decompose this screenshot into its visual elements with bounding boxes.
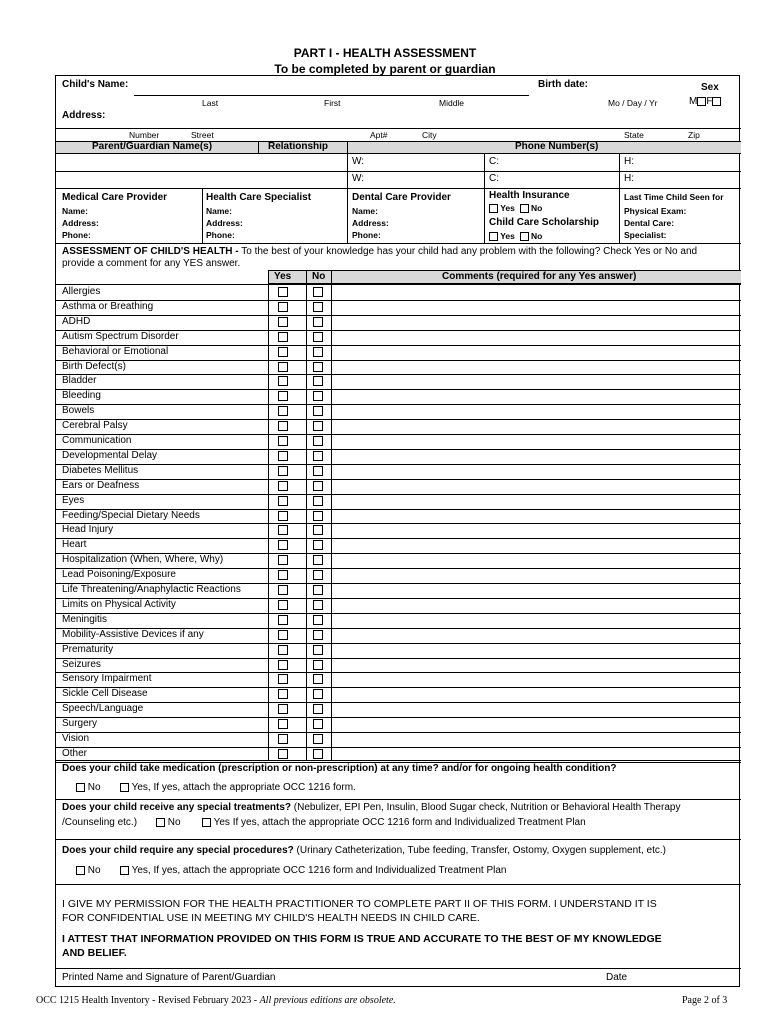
footer-page-number: Page 2 of 3 <box>682 995 728 1006</box>
medical-provider-title: Medical Care Provider <box>62 192 168 203</box>
condition-no-checkbox[interactable] <box>313 734 323 744</box>
condition-no-checkbox[interactable] <box>313 406 323 416</box>
condition-yes-checkbox[interactable] <box>278 317 288 327</box>
condition-label: Speech/Language <box>62 703 144 715</box>
condition-no-checkbox[interactable] <box>313 332 323 342</box>
condition-comment-field[interactable] <box>332 598 740 613</box>
condition-yes-checkbox[interactable] <box>278 406 288 416</box>
condition-yes-checkbox[interactable] <box>278 302 288 312</box>
medication-no-option: No <box>76 782 101 793</box>
specialist-name-label: Name: <box>206 206 232 216</box>
condition-label: Eyes <box>62 494 85 506</box>
condition-no-checkbox[interactable] <box>313 362 323 372</box>
form-subtitle: To be completed by parent or guardian <box>274 62 496 76</box>
sex-options <box>689 96 721 107</box>
last-seen-specialist: Specialist: <box>624 230 667 240</box>
condition-comment-field[interactable] <box>332 285 740 300</box>
condition-comment-field[interactable] <box>332 419 740 434</box>
dental-phone-label: Phone: <box>352 230 381 240</box>
specialist-phone-label: Phone: <box>206 230 235 240</box>
condition-no-checkbox[interactable] <box>313 615 323 625</box>
condition-yes-checkbox[interactable] <box>278 689 288 699</box>
condition-no-checkbox[interactable] <box>313 645 323 655</box>
condition-yes-checkbox[interactable] <box>278 704 288 714</box>
condition-comment-field[interactable] <box>332 553 740 568</box>
procedures-question: Does your child require any special procedures? (Urinary Catheterization, Tube feeding, Transfer, Ostomy, Oxygen supplement, etc.) <box>62 845 666 856</box>
condition-comment-field[interactable] <box>332 494 740 509</box>
form-title: PART I - HEALTH ASSESSMENT <box>293 46 477 60</box>
condition-yes-checkbox[interactable] <box>278 660 288 670</box>
medication-yes-checkbox[interactable] <box>120 783 129 792</box>
condition-yes-checkbox[interactable] <box>278 570 288 580</box>
condition-label: Hospitalization (When, Where, Why) <box>62 554 224 566</box>
condition-comment-field[interactable] <box>332 732 740 747</box>
medication-yes-option: Yes, If yes, attach the appropriate OCC 1216 form. <box>120 782 356 793</box>
condition-label: Cerebral Palsy <box>62 420 128 432</box>
medication-no-checkbox[interactable] <box>76 783 85 792</box>
sex-f-label: F <box>706 96 713 107</box>
treatments-no-option: No <box>156 817 181 828</box>
last-seen-physical: Physical Exam: <box>624 206 687 216</box>
condition-yes-checkbox[interactable] <box>278 287 288 297</box>
condition-label: Surgery <box>62 718 98 730</box>
condition-yes-checkbox[interactable] <box>278 376 288 386</box>
guardian-name-header: Parent/Guardian Name(s) <box>92 141 213 152</box>
condition-comment-field[interactable] <box>332 523 740 538</box>
scholarship-title: Child Care Scholarship <box>489 217 600 228</box>
condition-comment-field[interactable] <box>332 643 740 658</box>
phone-work-2[interactable]: W: <box>352 173 365 184</box>
condition-label: Heart <box>62 539 87 551</box>
condition-comment-field[interactable] <box>332 687 740 702</box>
condition-no-checkbox[interactable] <box>313 630 323 640</box>
condition-yes-checkbox[interactable] <box>278 421 288 431</box>
condition-label: Mobility-Assistive Devices if any <box>62 628 204 640</box>
yes-column-header: Yes <box>274 271 292 282</box>
condition-comment-field[interactable] <box>332 300 740 315</box>
sex-f-checkbox[interactable] <box>712 97 721 106</box>
medical-name-label: Name: <box>62 206 88 216</box>
insurance-options: Yes No <box>489 203 542 213</box>
condition-yes-checkbox[interactable] <box>278 332 288 342</box>
condition-yes-checkbox[interactable] <box>278 674 288 684</box>
condition-no-checkbox[interactable] <box>313 689 323 699</box>
scholarship-yes-checkbox[interactable] <box>489 232 498 241</box>
condition-no-checkbox[interactable] <box>313 347 323 357</box>
condition-yes-checkbox[interactable] <box>278 525 288 535</box>
condition-comment-field[interactable] <box>332 464 740 479</box>
condition-comment-field[interactable] <box>332 389 740 404</box>
treatments-question: Does your child receive any special treatments? (Nebulizer, EPI Pen, Insulin, Blood Sugar check, Nutrition or Behavioral Health Therapy <box>62 802 681 813</box>
condition-label: Behavioral or Emotional <box>62 345 169 357</box>
relationship-header: Relationship <box>268 141 329 152</box>
condition-no-checkbox[interactable] <box>313 317 323 327</box>
condition-comment-field[interactable] <box>332 345 740 360</box>
condition-no-checkbox[interactable] <box>313 540 323 550</box>
specialist-address-label: Address: <box>206 218 243 228</box>
condition-no-checkbox[interactable] <box>313 719 323 729</box>
condition-yes-checkbox[interactable] <box>278 645 288 655</box>
condition-yes-checkbox[interactable] <box>278 451 288 461</box>
condition-yes-checkbox[interactable] <box>278 347 288 357</box>
condition-label: Autism Spectrum Disorder <box>62 330 179 342</box>
condition-yes-checkbox[interactable] <box>278 466 288 476</box>
condition-no-checkbox[interactable] <box>313 436 323 446</box>
sex-label: Sex <box>701 82 719 93</box>
address-part-city: City <box>422 130 437 140</box>
condition-yes-checkbox[interactable] <box>278 719 288 729</box>
condition-label: Lead Poisoning/Exposure <box>62 569 176 581</box>
condition-label: Other <box>62 747 88 759</box>
phone-work-1[interactable]: W: <box>352 156 365 167</box>
permission-statement-2: FOR CONFIDENTIAL USE IN MEETING MY CHILD'S HEALTH NEEDS IN CHILD CARE. <box>62 912 480 924</box>
procedures-no-option: No <box>76 865 101 876</box>
address-label: Address: <box>62 110 106 121</box>
condition-no-checkbox[interactable] <box>313 466 323 476</box>
scholarship-options: Yes No <box>489 231 542 241</box>
condition-comment-field[interactable] <box>332 568 740 583</box>
treatments-yes-checkbox[interactable] <box>202 818 211 827</box>
condition-comment-field[interactable] <box>332 360 740 375</box>
dental-name-label: Name: <box>352 206 378 216</box>
condition-no-checkbox[interactable] <box>313 302 323 312</box>
condition-no-checkbox[interactable] <box>313 287 323 297</box>
condition-comment-field[interactable] <box>332 330 740 345</box>
condition-label: Communication <box>62 435 132 446</box>
procedures-no-checkbox[interactable] <box>76 866 85 875</box>
condition-no-checkbox[interactable] <box>313 585 323 595</box>
address-part-zip: Zip <box>688 130 700 140</box>
condition-yes-checkbox[interactable] <box>278 436 288 446</box>
condition-label: Birth Defect(s) <box>62 360 126 372</box>
condition-comment-field[interactable] <box>332 449 740 464</box>
condition-comment-field[interactable] <box>332 434 740 449</box>
condition-label: Seizures <box>62 658 101 670</box>
treatments-line2: /Counseling etc.) <box>62 817 138 828</box>
phone-cell-1[interactable]: C: <box>489 156 499 167</box>
condition-label: Feeding/Special Dietary Needs <box>62 509 200 521</box>
name-part-middle: Middle <box>439 98 465 108</box>
medical-address-label: Address: <box>62 218 99 228</box>
condition-label: Head Injury <box>62 524 114 536</box>
condition-label: Vision <box>62 733 90 744</box>
date-format-hint: Mo / Day / Yr <box>608 98 658 108</box>
address-part-state: State <box>624 130 644 140</box>
condition-comment-field[interactable] <box>332 404 740 419</box>
condition-yes-checkbox[interactable] <box>278 555 288 565</box>
condition-comment-field[interactable] <box>332 315 740 330</box>
address-line[interactable] <box>56 128 741 129</box>
address-part-number: Number <box>129 130 160 140</box>
condition-label: Sensory Impairment <box>62 673 152 685</box>
condition-label: Life Threatening/Anaphylactic Reactions <box>62 584 241 595</box>
condition-yes-checkbox[interactable] <box>278 600 288 610</box>
no-column-header: No <box>312 271 326 282</box>
condition-no-checkbox[interactable] <box>313 570 323 580</box>
condition-yes-checkbox[interactable] <box>278 481 288 491</box>
condition-label: Diabetes Mellitus <box>62 464 139 476</box>
condition-comment-field[interactable] <box>332 538 740 553</box>
last-seen-title: Last Time Child Seen for <box>624 192 724 202</box>
phone-home-1[interactable]: H: <box>624 156 634 167</box>
footer-form-id: OCC 1215 Health Inventory - Revised February 2023 - All previous editions are obsolete. <box>36 995 396 1006</box>
condition-comment-field[interactable] <box>332 613 740 628</box>
address-part-apt: Apt# <box>370 130 388 140</box>
condition-label: Bladder <box>62 375 97 387</box>
procedures-yes-checkbox[interactable] <box>120 866 129 875</box>
health-assessment-form <box>55 75 740 987</box>
dental-address-label: Address: <box>352 218 389 228</box>
condition-no-checkbox[interactable] <box>313 704 323 714</box>
condition-comment-field[interactable] <box>332 374 740 389</box>
condition-comment-field[interactable] <box>332 702 740 717</box>
condition-no-checkbox[interactable] <box>313 496 323 506</box>
condition-no-checkbox[interactable] <box>313 511 323 521</box>
comments-column-header: Comments (required for any Yes answer) <box>442 271 637 282</box>
condition-label: Bowels <box>62 405 95 417</box>
condition-label: Limits on Physical Activity <box>62 598 176 610</box>
condition-yes-checkbox[interactable] <box>278 749 288 759</box>
phone-cell-2[interactable]: C: <box>489 173 499 184</box>
condition-label: Bleeding <box>62 390 101 402</box>
condition-no-checkbox[interactable] <box>313 421 323 431</box>
last-seen-dental: Dental Care: <box>624 218 675 228</box>
treatments-no-checkbox[interactable] <box>156 818 165 827</box>
insurance-title: Health Insurance <box>489 190 570 201</box>
address-part-street: Street <box>191 130 214 140</box>
condition-yes-checkbox[interactable] <box>278 585 288 595</box>
condition-no-checkbox[interactable] <box>313 674 323 684</box>
condition-yes-checkbox[interactable] <box>278 734 288 744</box>
condition-label: Prematurity <box>62 643 114 655</box>
treatments-yes-option: Yes If yes, attach the appropriate OCC 1216 form and Individualized Treatment Plan <box>202 817 586 828</box>
condition-no-checkbox[interactable] <box>313 391 323 401</box>
condition-comment-field[interactable] <box>332 717 740 732</box>
condition-no-checkbox[interactable] <box>313 749 323 759</box>
sex-m-label: M <box>689 96 698 107</box>
name-part-first: First <box>324 98 341 108</box>
medication-question: Does your child take medication (prescription or non-prescription) at any time? and/or for ongoing health condition? <box>62 763 617 774</box>
attest-statement-2: AND BELIEF. <box>62 947 127 959</box>
child-name-line[interactable] <box>134 95 529 96</box>
dental-provider-title: Dental Care Provider <box>352 192 451 203</box>
permission-statement: I GIVE MY PERMISSION FOR THE HEALTH PRACTITIONER TO COMPLETE PART II OF THIS FORM. I UNDERSTAND IT IS <box>62 898 657 910</box>
condition-no-checkbox[interactable] <box>313 555 323 565</box>
condition-label: Developmental Delay <box>62 449 158 461</box>
condition-no-checkbox[interactable] <box>313 481 323 491</box>
attest-statement: I ATTEST THAT INFORMATION PROVIDED ON THIS FORM IS TRUE AND ACCURATE TO THE BEST OF MY KNOWLEDGE <box>62 933 662 945</box>
specialist-title: Health Care Specialist <box>206 192 312 203</box>
condition-yes-checkbox[interactable] <box>278 362 288 372</box>
condition-yes-checkbox[interactable] <box>278 511 288 521</box>
condition-label: Sickle Cell Disease <box>62 688 148 700</box>
birth-date-label: Birth date: <box>538 79 588 90</box>
condition-no-checkbox[interactable] <box>313 525 323 535</box>
insurance-yes-checkbox[interactable] <box>489 204 498 213</box>
phone-home-2[interactable]: H: <box>624 173 634 184</box>
assessment-instructions: ASSESSMENT OF CHILD'S HEALTH - To the best of your knowledge has your child had any problem with the following? Check Yes or No and <box>62 246 698 257</box>
condition-yes-checkbox[interactable] <box>278 391 288 401</box>
condition-label: Allergies <box>62 286 101 297</box>
condition-comment-field[interactable] <box>332 479 740 494</box>
condition-comment-field[interactable] <box>332 509 740 524</box>
condition-yes-checkbox[interactable] <box>278 540 288 550</box>
procedures-yes-option: Yes, If yes, attach the appropriate OCC 1216 form and Individualized Treatment Plan <box>120 865 506 876</box>
medical-phone-label: Phone: <box>62 230 91 240</box>
condition-label: Asthma or Breathing <box>62 300 154 312</box>
signature-label: Printed Name and Signature of Parent/Guardian <box>62 972 276 983</box>
condition-label: Meningitis <box>62 613 108 625</box>
child-name-label: Child's Name: <box>62 79 129 90</box>
condition-no-checkbox[interactable] <box>313 660 323 670</box>
phone-header: Phone Number(s) <box>515 141 599 152</box>
name-part-last: Last <box>202 98 219 108</box>
insurance-no-checkbox[interactable] <box>520 204 529 213</box>
condition-label: Ears or Deafness <box>62 479 140 491</box>
condition-yes-checkbox[interactable] <box>278 630 288 640</box>
condition-yes-checkbox[interactable] <box>278 496 288 506</box>
condition-yes-checkbox[interactable] <box>278 615 288 625</box>
condition-no-checkbox[interactable] <box>313 376 323 386</box>
condition-comment-field[interactable] <box>332 672 740 687</box>
sex-m-checkbox[interactable] <box>697 97 706 106</box>
assessment-instructions-2: provide a comment for any YES answer. <box>62 258 241 269</box>
condition-no-checkbox[interactable] <box>313 451 323 461</box>
condition-comment-field[interactable] <box>332 583 740 598</box>
condition-comment-field[interactable] <box>332 658 740 673</box>
condition-no-checkbox[interactable] <box>313 600 323 610</box>
condition-comment-field[interactable] <box>332 628 740 643</box>
signature-line[interactable] <box>56 968 741 969</box>
scholarship-no-checkbox[interactable] <box>520 232 529 241</box>
condition-label: ADHD <box>62 315 91 327</box>
date-label: Date <box>606 972 628 983</box>
